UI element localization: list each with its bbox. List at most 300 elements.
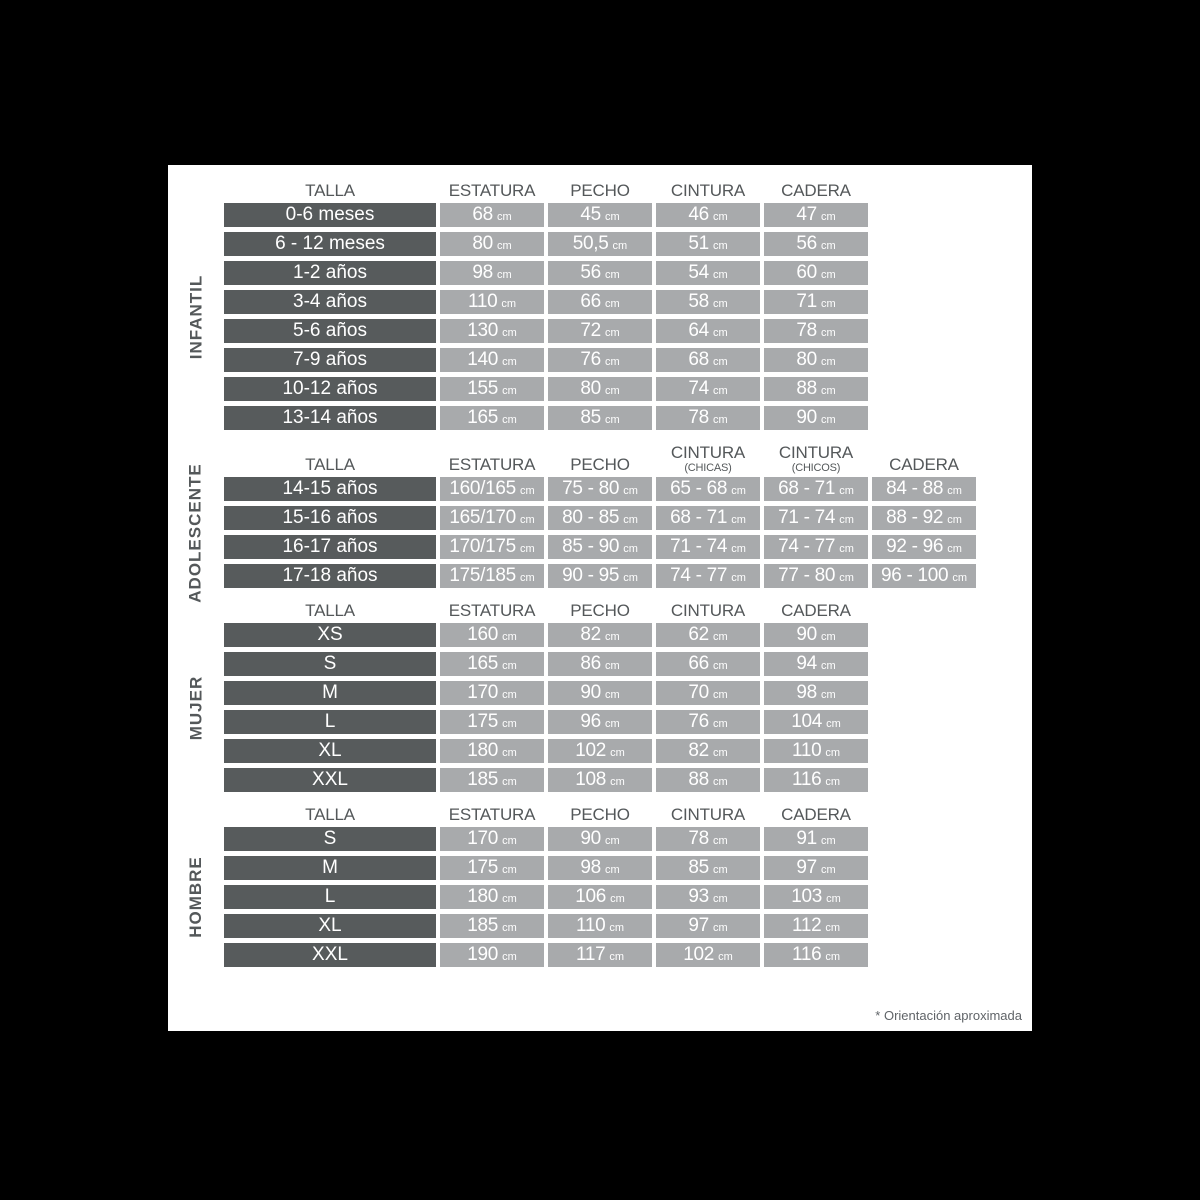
column-header-hombre-1: [440, 805, 544, 827]
value-unit: cm: [604, 835, 620, 847]
column-header-label: CINTURA: [670, 601, 746, 621]
value-unit: cm: [820, 211, 836, 223]
value-number: 58: [688, 291, 709, 312]
value-cell: [548, 943, 652, 967]
value-number: 80: [472, 233, 493, 254]
value-unit: cm: [712, 776, 728, 788]
value-unit: cm: [609, 951, 625, 963]
value-cell: [440, 681, 544, 705]
column-header-label: CINTURA: [670, 805, 746, 825]
value-number: 94: [796, 653, 817, 674]
value-cell: [548, 232, 652, 256]
value-number: 46: [688, 204, 709, 225]
value-unit: cm: [825, 747, 841, 759]
value-unit: cm: [820, 631, 836, 643]
value-unit: cm: [952, 572, 967, 584]
talla-cell: XXL: [224, 768, 436, 792]
value-cell: [656, 406, 760, 430]
value-number: 116: [791, 944, 822, 965]
value-number: 110: [791, 740, 822, 761]
column-header-label: PECHO: [570, 601, 630, 621]
value-cell: [764, 564, 868, 588]
value-unit: cm: [712, 747, 728, 759]
value-number: 170: [467, 828, 499, 849]
column-header-mujer-4: [764, 601, 868, 623]
value-unit: cm: [502, 922, 517, 934]
column-header-label: TALLA: [305, 601, 355, 621]
value-unit: cm: [604, 689, 620, 701]
column-header-infantil-4: [764, 181, 868, 203]
value-cell: [764, 914, 868, 938]
table-rows-infantil: [224, 203, 1032, 430]
value-cell: [656, 290, 760, 314]
value-number: 51: [688, 233, 709, 254]
value-unit: cm: [502, 776, 517, 788]
value-number: 165/170: [449, 507, 516, 528]
value-number: 103: [791, 886, 823, 907]
value-number: 97: [688, 915, 709, 936]
value-unit: cm: [612, 240, 628, 252]
value-number: 112: [791, 915, 822, 936]
value-number: 60: [796, 262, 817, 283]
value-cell: [548, 885, 652, 909]
talla-cell: XXL: [224, 943, 436, 967]
talla-cell: L: [224, 710, 436, 734]
value-number: 88 - 92: [886, 507, 944, 528]
value-unit: cm: [712, 414, 728, 426]
value-cell: [548, 856, 652, 880]
value-cell: [440, 710, 544, 734]
value-unit: cm: [825, 922, 841, 934]
talla-cell: 17-18 años: [224, 564, 436, 588]
value-unit: cm: [826, 718, 841, 730]
value-number: 88: [688, 769, 709, 790]
value-number: 68: [472, 204, 493, 225]
value-number: 82: [580, 624, 601, 645]
value-number: 175: [467, 857, 499, 878]
value-cell: [656, 319, 760, 343]
value-unit: cm: [825, 951, 841, 963]
value-cell: [440, 914, 544, 938]
value-number: 76: [580, 349, 601, 370]
column-header-label: CINTURA: [670, 443, 746, 463]
value-unit: cm: [712, 835, 728, 847]
value-cell: [764, 681, 868, 705]
value-unit: cm: [731, 514, 746, 526]
value-number: 66: [580, 291, 601, 312]
column-header-label: ESTATURA: [448, 455, 536, 475]
value-unit: cm: [731, 572, 746, 584]
value-unit: cm: [718, 951, 733, 963]
value-cell: [656, 914, 760, 938]
column-header-mujer-2: [548, 601, 652, 623]
value-cell: [440, 885, 544, 909]
section-label-infantil: [168, 203, 224, 430]
value-cell: [764, 261, 868, 285]
value-number: 93: [688, 886, 709, 907]
column-header-label: CADERA: [781, 805, 851, 825]
value-cell: [872, 564, 976, 588]
value-unit: cm: [947, 485, 962, 497]
value-cell: [440, 348, 544, 372]
value-cell: [440, 261, 544, 285]
value-unit: cm: [820, 414, 836, 426]
talla-cell: 10-12 años: [224, 377, 436, 401]
value-unit: cm: [826, 893, 841, 905]
value-cell: [656, 623, 760, 647]
value-unit: cm: [502, 747, 517, 759]
value-unit: cm: [502, 893, 517, 905]
value-unit: cm: [604, 269, 620, 281]
column-header-adolescente-1: [440, 443, 544, 477]
value-cell: [548, 535, 652, 559]
column-header-adolescente-0: [224, 443, 436, 477]
value-unit: cm: [502, 835, 517, 847]
value-cell: [440, 232, 544, 256]
section-label-text: MUJER: [186, 675, 206, 740]
value-number: 72: [580, 320, 601, 341]
value-unit: cm: [820, 689, 836, 701]
section-adolescente: [168, 443, 1032, 603]
value-unit: cm: [519, 485, 535, 497]
value-number: 70: [688, 682, 709, 703]
talla-cell: XL: [224, 739, 436, 763]
value-cell: [764, 232, 868, 256]
value-unit: cm: [609, 922, 625, 934]
value-number: 90: [580, 828, 601, 849]
value-number: 71 - 74: [778, 507, 836, 528]
value-unit: cm: [712, 356, 728, 368]
column-header-label: CINTURA: [778, 443, 854, 463]
column-header-adolescente-2: [548, 443, 652, 477]
value-number: 56: [580, 262, 601, 283]
value-cell: [440, 564, 544, 588]
value-number: 90 - 95: [562, 565, 620, 586]
value-unit: cm: [839, 572, 854, 584]
column-header-label: ESTATURA: [448, 181, 536, 201]
value-unit: cm: [947, 514, 962, 526]
section-hombre: [168, 805, 1032, 967]
value-unit: cm: [604, 356, 620, 368]
value-cell: [440, 290, 544, 314]
value-unit: cm: [502, 414, 517, 426]
value-number: 66: [688, 653, 709, 674]
value-unit: cm: [502, 951, 517, 963]
value-unit: cm: [623, 572, 638, 584]
section-infantil: [168, 181, 1032, 430]
value-unit: cm: [623, 514, 638, 526]
value-cell: [548, 319, 652, 343]
value-number: 85 - 90: [562, 536, 620, 557]
value-cell: [656, 768, 760, 792]
value-number: 102: [575, 740, 607, 761]
value-number: 110: [575, 915, 606, 936]
value-number: 84 - 88: [886, 478, 944, 499]
table-body-mujer: [168, 623, 1032, 792]
value-cell: [656, 377, 760, 401]
column-header-mujer-0: [224, 601, 436, 623]
value-unit: cm: [519, 572, 535, 584]
value-cell: [764, 406, 868, 430]
value-number: 117: [575, 944, 606, 965]
value-unit: cm: [820, 269, 836, 281]
table-rows-adolescente: [224, 477, 1032, 588]
value-number: 160: [467, 624, 499, 645]
talla-cell: L: [224, 885, 436, 909]
value-unit: cm: [712, 631, 728, 643]
value-number: 80 - 85: [562, 507, 620, 528]
value-cell: [656, 232, 760, 256]
value-cell: [872, 535, 976, 559]
value-cell: [656, 506, 760, 530]
value-cell: [872, 506, 976, 530]
value-number: 160/165: [449, 478, 516, 499]
table-rows-hombre: [224, 827, 1032, 967]
column-header-hombre-2: [548, 805, 652, 827]
column-header-mujer-3: [656, 601, 760, 623]
column-header-label: TALLA: [305, 455, 355, 475]
value-number: 108: [575, 769, 607, 790]
value-cell: [548, 406, 652, 430]
value-cell: [656, 564, 760, 588]
column-header-adolescente-4: [764, 443, 868, 477]
value-unit: cm: [604, 385, 620, 397]
column-header-label: CADERA: [781, 181, 851, 201]
value-cell: [548, 377, 652, 401]
value-cell: [764, 710, 868, 734]
header-row-mujer: [224, 601, 1032, 623]
value-unit: cm: [825, 776, 841, 788]
value-number: 90: [580, 682, 601, 703]
value-unit: cm: [502, 327, 517, 339]
value-number: 130: [467, 320, 499, 341]
value-cell: [764, 827, 868, 851]
value-number: 50,5: [572, 233, 609, 254]
talla-cell: XS: [224, 623, 436, 647]
value-cell: [440, 319, 544, 343]
value-unit: cm: [610, 776, 625, 788]
value-unit: cm: [820, 660, 836, 672]
section-label-text: HOMBRE: [186, 856, 205, 938]
column-header-adolescente-5: [872, 443, 976, 477]
column-header-infantil-0: [224, 181, 436, 203]
value-number: 190: [467, 944, 499, 965]
value-cell: [440, 377, 544, 401]
talla-cell: S: [224, 652, 436, 676]
value-cell: [764, 856, 868, 880]
value-cell: [548, 477, 652, 501]
value-cell: [656, 856, 760, 880]
value-number: 91: [796, 828, 817, 849]
talla-cell: M: [224, 681, 436, 705]
talla-cell: 13-14 años: [224, 406, 436, 430]
value-number: 74 - 77: [778, 536, 836, 557]
header-row-infantil: [224, 181, 1032, 203]
value-number: 90: [796, 624, 817, 645]
value-cell: [548, 564, 652, 588]
value-unit: cm: [712, 211, 728, 223]
value-number: 98: [580, 857, 601, 878]
value-number: 82: [688, 740, 709, 761]
value-number: 71 - 74: [670, 536, 728, 557]
value-unit: cm: [712, 269, 728, 281]
column-header-hombre-3: [656, 805, 760, 827]
value-number: 116: [791, 769, 822, 790]
value-cell: [548, 914, 652, 938]
value-cell: [872, 477, 976, 501]
value-number: 97: [796, 857, 817, 878]
value-cell: [440, 535, 544, 559]
value-unit: cm: [712, 922, 728, 934]
value-unit: cm: [502, 660, 517, 672]
value-number: 65 - 68: [670, 478, 728, 499]
value-cell: [764, 506, 868, 530]
talla-cell: M: [224, 856, 436, 880]
column-header-label: ESTATURA: [448, 601, 536, 621]
value-number: 80: [580, 378, 601, 399]
value-number: 86: [580, 653, 601, 674]
table-body-hombre: [168, 827, 1032, 967]
value-cell: [764, 377, 868, 401]
value-cell: [440, 827, 544, 851]
value-cell: [656, 535, 760, 559]
value-number: 56: [796, 233, 817, 254]
section-mujer: [168, 601, 1032, 792]
value-cell: [656, 681, 760, 705]
value-unit: cm: [820, 298, 836, 310]
value-cell: [656, 261, 760, 285]
header-row-adolescente: [224, 443, 1032, 477]
value-cell: [764, 203, 868, 227]
value-number: 90: [796, 407, 817, 428]
value-unit: cm: [502, 864, 517, 876]
talla-cell: 15-16 años: [224, 506, 436, 530]
value-number: 165: [467, 407, 499, 428]
value-number: 180: [467, 740, 499, 761]
value-unit: cm: [502, 631, 517, 643]
value-unit: cm: [712, 864, 728, 876]
value-cell: [764, 943, 868, 967]
value-cell: [440, 477, 544, 501]
value-number: 180: [467, 886, 499, 907]
value-unit: cm: [519, 514, 535, 526]
column-header-infantil-3: [656, 181, 760, 203]
section-label-adolescente: [168, 462, 224, 603]
value-number: 45: [580, 204, 601, 225]
value-unit: cm: [712, 385, 728, 397]
value-cell: [548, 290, 652, 314]
value-unit: cm: [610, 893, 625, 905]
value-cell: [656, 348, 760, 372]
value-number: 54: [688, 262, 709, 283]
value-cell: [548, 506, 652, 530]
talla-cell: 16-17 años: [224, 535, 436, 559]
value-number: 47: [796, 204, 817, 225]
value-unit: cm: [712, 689, 728, 701]
value-number: 64: [688, 320, 709, 341]
value-cell: [764, 348, 868, 372]
value-number: 77 - 80: [778, 565, 836, 586]
value-unit: cm: [604, 211, 620, 223]
column-header-label: PECHO: [570, 455, 630, 475]
value-cell: [764, 535, 868, 559]
value-number: 104: [791, 711, 823, 732]
column-header-label: ESTATURA: [448, 805, 536, 825]
value-number: 170/175: [449, 536, 516, 557]
value-unit: cm: [604, 298, 620, 310]
column-header-infantil-2: [548, 181, 652, 203]
value-unit: cm: [502, 385, 517, 397]
value-number: 68: [688, 349, 709, 370]
value-unit: cm: [502, 689, 517, 701]
header-row-hombre: [224, 805, 1032, 827]
value-unit: cm: [502, 718, 517, 730]
value-cell: [440, 739, 544, 763]
value-cell: [656, 885, 760, 909]
value-number: 185: [467, 769, 499, 790]
value-unit: cm: [604, 631, 620, 643]
value-number: 85: [580, 407, 601, 428]
value-number: 74 - 77: [670, 565, 728, 586]
column-header-adolescente-3: [656, 443, 760, 477]
value-unit: cm: [604, 660, 620, 672]
value-unit: cm: [731, 543, 746, 555]
value-unit: cm: [604, 718, 620, 730]
value-cell: [440, 623, 544, 647]
value-unit: cm: [712, 240, 728, 252]
table-rows-mujer: [224, 623, 1032, 792]
value-unit: cm: [502, 356, 517, 368]
value-number: 110: [467, 291, 498, 312]
value-number: 140: [467, 349, 499, 370]
table-body-infantil: [168, 203, 1032, 430]
value-cell: [764, 768, 868, 792]
value-cell: [440, 406, 544, 430]
value-cell: [548, 827, 652, 851]
value-cell: [764, 739, 868, 763]
value-cell: [656, 739, 760, 763]
value-unit: cm: [712, 298, 728, 310]
column-header-hombre-0: [224, 805, 436, 827]
value-number: 165: [467, 653, 499, 674]
value-number: 98: [472, 262, 493, 283]
column-header-label: PECHO: [570, 805, 630, 825]
talla-cell: 7-9 años: [224, 348, 436, 372]
value-cell: [440, 652, 544, 676]
value-number: 175: [467, 711, 499, 732]
value-number: 68 - 71: [670, 507, 728, 528]
value-unit: cm: [623, 485, 638, 497]
section-label-mujer: [168, 623, 224, 792]
column-header-label: TALLA: [305, 805, 355, 825]
section-label-text: INFANTIL: [186, 274, 205, 359]
value-cell: [656, 652, 760, 676]
value-unit: cm: [820, 864, 836, 876]
column-header-hombre-4: [764, 805, 868, 827]
value-number: 85: [688, 857, 709, 878]
value-cell: [656, 477, 760, 501]
value-unit: cm: [820, 385, 836, 397]
column-header-label: CADERA: [781, 601, 851, 621]
value-unit: cm: [820, 327, 836, 339]
value-number: 92 - 96: [886, 536, 944, 557]
value-number: 102: [683, 944, 715, 965]
value-number: 71: [796, 291, 817, 312]
value-unit: cm: [604, 414, 620, 426]
talla-cell: XL: [224, 914, 436, 938]
value-cell: [548, 348, 652, 372]
value-cell: [764, 319, 868, 343]
